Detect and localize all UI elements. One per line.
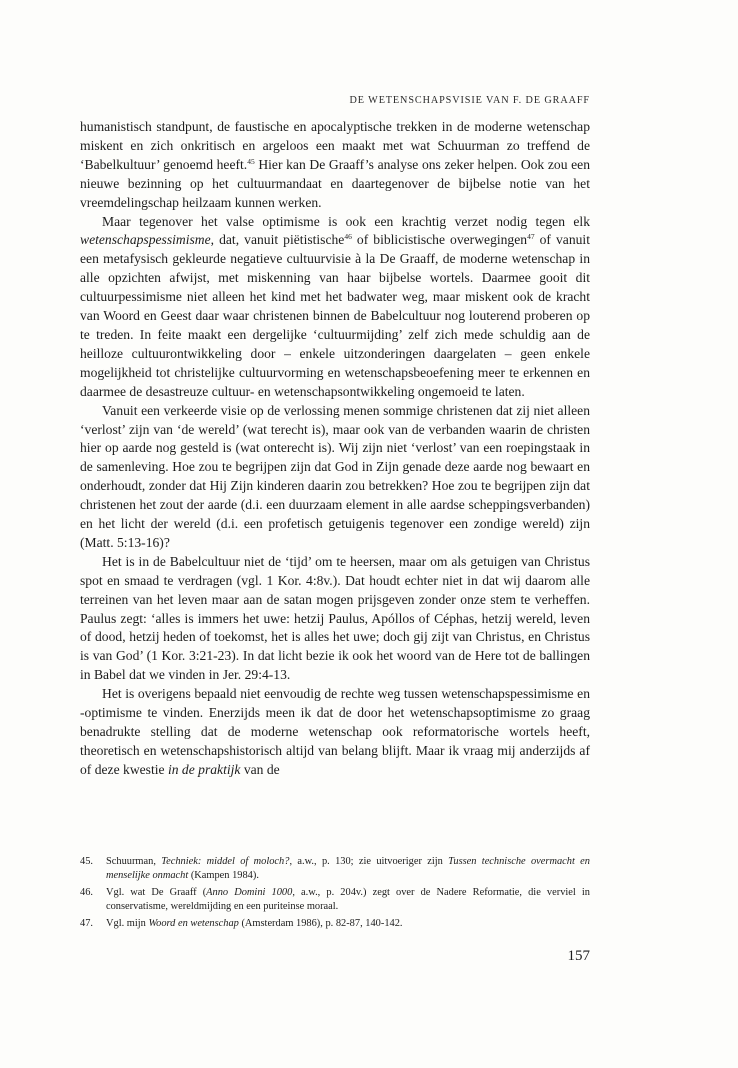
page-number: 157 <box>567 948 590 964</box>
footnote <box>80 917 590 931</box>
book-page <box>80 0 590 1068</box>
footnote-text <box>106 855 590 884</box>
text-run: Hier kan De Graaff’s analyse ons zeker helpen. Ook zou een nieuwe bezinning op het cultuurmandaat en daartegenover de bijbelse notie van het vreemdelingschap heilzaam kunnen werken. <box>80 156 591 210</box>
running-head: DE WETENSCHAPSVISIE VAN F. DE GRAAFF <box>349 95 590 106</box>
text-run: Vgl. wat De Graaff ( <box>106 886 207 898</box>
paragraph <box>80 118 590 213</box>
italic-text: Woord en wetenschap <box>148 917 239 929</box>
italic-text: Techniek: middel of moloch? <box>161 856 290 867</box>
text-run: , a.w., p. 204v.) zegt over de Nadere Reformatie, die verviel in conservatisme, wereldmijding en een puriteinse moraal. <box>106 886 590 913</box>
text-run: Het is overigens bepaald niet eenvoudig de rechte weg tussen wetenschapspessimisme en -optimisme te vinden. Enerzijds meen ik dat de door het wetenschapsoptimisme zo graag benadrukte stelling dat de moderne wetenschap ook reformatorische wortels heeft, theoretisch en wetenschapshistorisch altijd van belang blijft. Maar ik vraag mij anderzijds af of deze kwestie <box>80 686 590 777</box>
text-run: (Kampen 1984). <box>188 870 259 882</box>
footnote <box>80 855 590 884</box>
text-run: Maar tegenover het valse optimisme is ook een krachtig verzet nodig tegen elk <box>102 213 590 229</box>
footnote-number: 47. <box>80 917 93 929</box>
footnote-ref: 45 <box>247 156 255 166</box>
text-run: , a.w., p. 130; zie uitvoeriger zijn <box>289 856 449 867</box>
text-run: of biblicistische overwegingen <box>351 232 528 248</box>
footnote-number: 45. <box>80 856 93 867</box>
text-run: Het is in de Babelcultuur niet de ‘tijd’ om te heersen, maar om als getuigen van Christus spot en smaad te verdragen (vgl. 1 Kor. 4:8v.). Dat houdt echter niet in dat wij daarom alle terreinen van het leven maar aan de satan mogen prijsgeven zonder onze stem te verheffen. Paulus zegt: ‘alles is immers het uwe: hetzij Paulus, Apóllos of Céphas, hetzij wereld, leven of dood, hetzij heden of toekomst, het is alles het uwe; doch gij zijt van Christus, en Christus is van God’ (1 Kor. 3:21-23). In dat licht bezie ik ook het woord van de Here tot de ballingen in Babel dat we vinden in Jer. 29:4-13. <box>80 553 590 683</box>
text-run: of vanuit een metafysisch gekleurde negatieve cultuurvisie à la De Graaff, de moderne wetenschap in alle opzichten afwijst, met miskenning van haar bijbelse wortels. Daarmee gooit dit cultuurpessimisme niet alleen het kind met het badwater weg, maar miskent ook de kracht van Woord en Geest daar waar christenen binnen de Babelcultuur nog louterend proberen op te treden. In feite maakt een dergelijke ‘cultuurmijding’ zelf zich mede schuldig aan de heilloze cultuurontwikkeling door – enkele uitzonderingen daargelaten – geen enkele mogelijkheid tot christelijke cultuurvorming en wetenschapsbeoefening meer te erkennen en daarmee de desastreuze cultuur- en wetenschapsontwikkeling ongemoeid te laten. <box>80 232 590 399</box>
italic-text: wetenschapspessimisme <box>80 232 211 248</box>
text-run: Vanuit een verkeerde visie op de verlossing menen sommige christenen dat zij niet alleen ‘verlost’ zijn van ‘de wereld’ (wat terecht is), maar ook van de verbanden waarin de christen hier op aarde nog gesteld is (wat onterecht is). Wij zijn niet ‘verlost’ van een roepingstaak in de samenleving. Hoe zou te begrijpen zijn dat God in Zijn genade deze aarde nog bewaart en onderhoudt, zonder dat Hij Zijn kinderen daarin zou betrekken? Hoe zou te begrijpen zijn dat christenen het zout der aarde (d.i. een duurzaam element in alle aardse scheppingsverbanden) en het licht der wereld (d.i. een profetisch getuigenis tegenover een zondige wereld) zijn (Matt. 5:13-16)? <box>80 402 590 550</box>
text-run: humanistisch standpunt, de faustische en apocalyptische trekken in de moderne wetenschap miskent en zich onkritisch en argeloos een maakt met wat Schuurman zo treffend de ‘Babelkultuur’ genoemd heeft. <box>80 119 590 172</box>
text-run: Vgl. mijn <box>106 917 149 929</box>
footnote-text <box>106 917 590 931</box>
footnote-number: 46. <box>80 886 93 898</box>
body-text <box>80 118 590 780</box>
paragraph <box>80 402 590 553</box>
text-run: , dat, vanuit piëtistische <box>210 232 345 248</box>
text-run: van de <box>240 761 280 777</box>
footnote-text <box>106 886 590 915</box>
italic-text: Tussen technische overmacht en menselijke onmacht <box>106 856 590 882</box>
paragraph <box>80 553 590 685</box>
paragraph <box>80 213 590 402</box>
paragraph <box>80 685 590 780</box>
text-run: Schuurman, <box>106 856 162 867</box>
italic-text: in de praktijk <box>167 761 241 777</box>
footnote-ref: 47 <box>527 232 535 242</box>
footnote-ref: 46 <box>344 232 352 242</box>
italic-text: Anno Domini 1000 <box>206 886 293 898</box>
footnotes <box>80 855 590 933</box>
footnote <box>80 886 590 915</box>
text-run: (Amsterdam 1986), p. 82-87, 140-142. <box>238 917 403 929</box>
